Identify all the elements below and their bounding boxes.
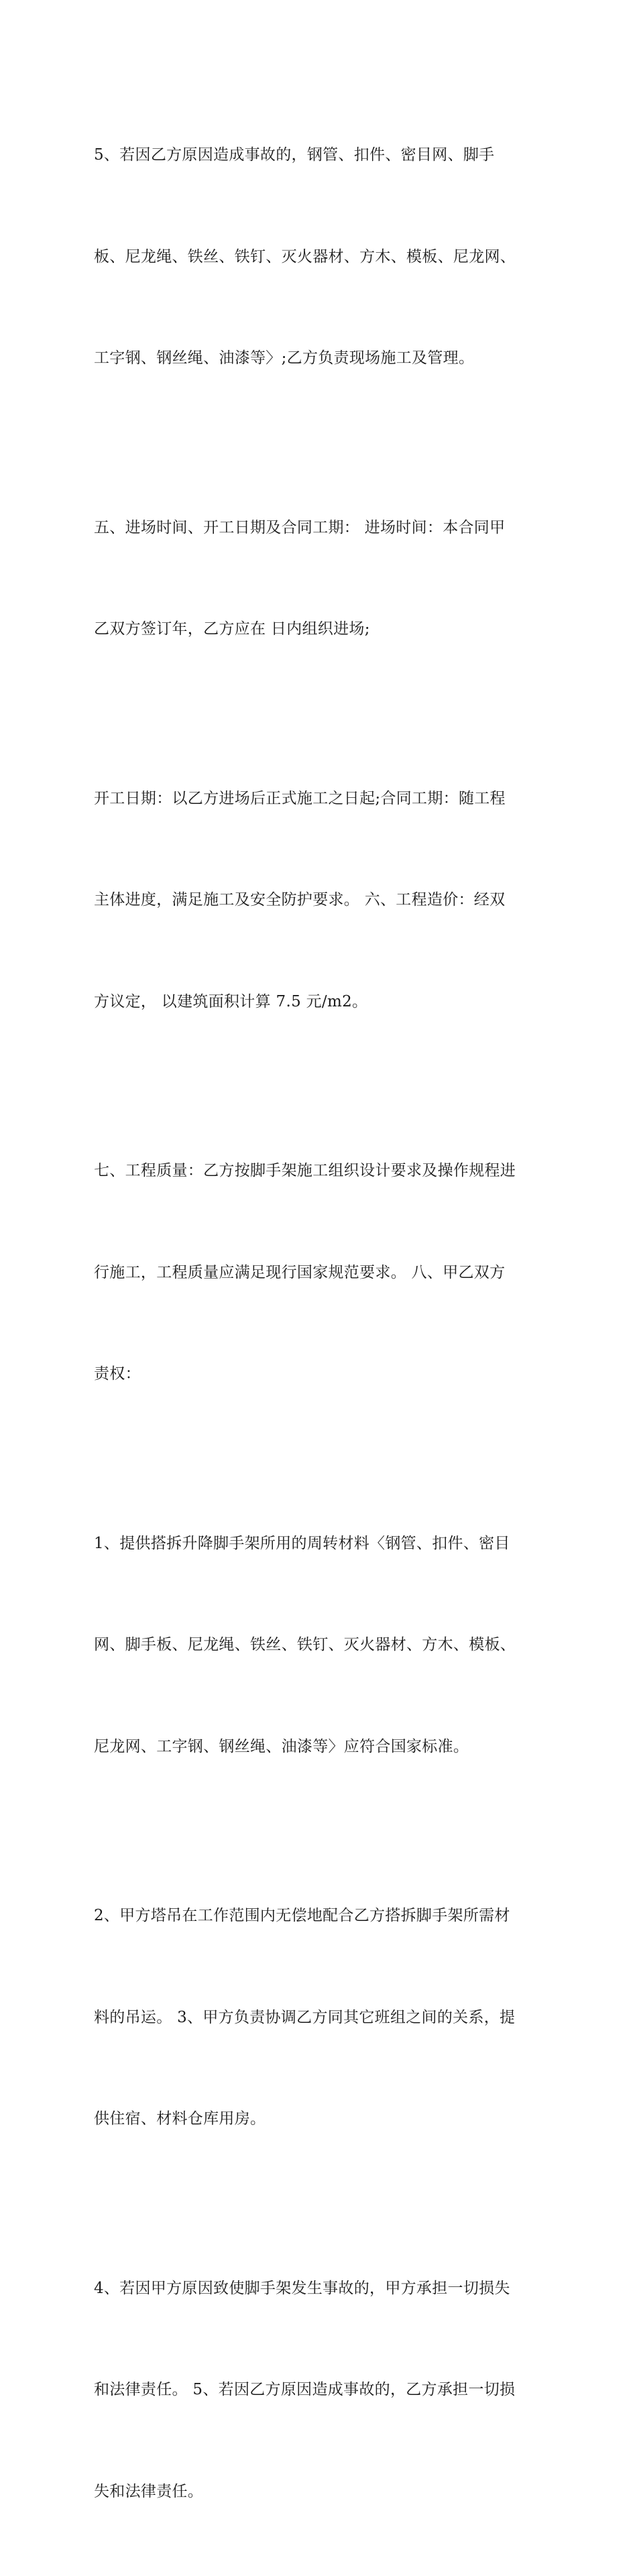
- text-line: 供住宿、材料仓库用房。: [94, 2102, 550, 2136]
- paragraph-start-date-and-price: [94, 714, 550, 1087]
- text-line: 开工日期：以乙方进场后正式施工之日起;合同工期：随工程: [94, 782, 550, 816]
- text-line: 主体进度，满足施工及安全防护要求。 六、工程造价：经双: [94, 883, 550, 917]
- text-line: 和法律责任。 5、若因乙方原因造成事故的，乙方承担一切损: [94, 2373, 550, 2407]
- text-line: 网、脚手板、尼龙绳、铁丝、铁钉、灭火器材、方木、模板、: [94, 1628, 550, 1662]
- text-line: 失和法律责任。: [94, 2475, 550, 2509]
- text-line: 料的吊运。 3、甲方负责协调乙方同其它班组之间的关系，提: [94, 2001, 550, 2035]
- paragraph-liability-materials: [94, 70, 550, 443]
- paragraph-item-one: [94, 1459, 550, 1832]
- paragraph-section-five: [94, 443, 550, 714]
- text-line: 5、若因乙方原因造成事故的，钢管、扣件、密目网、脚手: [94, 138, 550, 172]
- text-line: 板、尼龙绳、铁丝、铁钉、灭火器材、方木、模板、尼龙网、: [94, 240, 550, 274]
- text-line: 七、工程质量：乙方按脚手架施工组织设计要求及操作规程进: [94, 1154, 550, 1188]
- text-line: 工字钢、钢丝绳、油漆等〉;乙方负责现场施工及管理。: [94, 341, 550, 375]
- text-line: 行施工，工程质量应满足现行国家规范要求。 八、甲乙双方: [94, 1256, 550, 1290]
- text-line: 4、若因甲方原因致使脚手架发生事故的，甲方承担一切损失: [94, 2272, 550, 2306]
- text-line: 责权：: [94, 1357, 550, 1391]
- text-line: 乙双方签订年，乙方应在 日内组织进场;: [94, 612, 550, 646]
- paragraph-item-two-three: [94, 1831, 550, 2204]
- text-line: 方议定， 以建筑面积计算 7.5 元/m2。: [94, 985, 550, 1019]
- document-body: [94, 70, 550, 2576]
- paragraph-section-seven-eight: [94, 1086, 550, 1459]
- text-line: 1、提供搭拆升降脚手架所用的周转材料〈钢管、扣件、密目: [94, 1527, 550, 1561]
- document-page: [0, 0, 637, 824]
- text-line: 尼龙网、工字钢、钢丝绳、油漆等〉应符合国家标准。: [94, 1730, 550, 1764]
- text-line: 五、进场时间、开工日期及合同工期： 进场时间：本合同甲: [94, 511, 550, 545]
- paragraph-item-four-five: [94, 2204, 550, 2576]
- text-line: 2、甲方塔吊在工作范围内无偿地配合乙方搭拆脚手架所需材: [94, 1899, 550, 1933]
